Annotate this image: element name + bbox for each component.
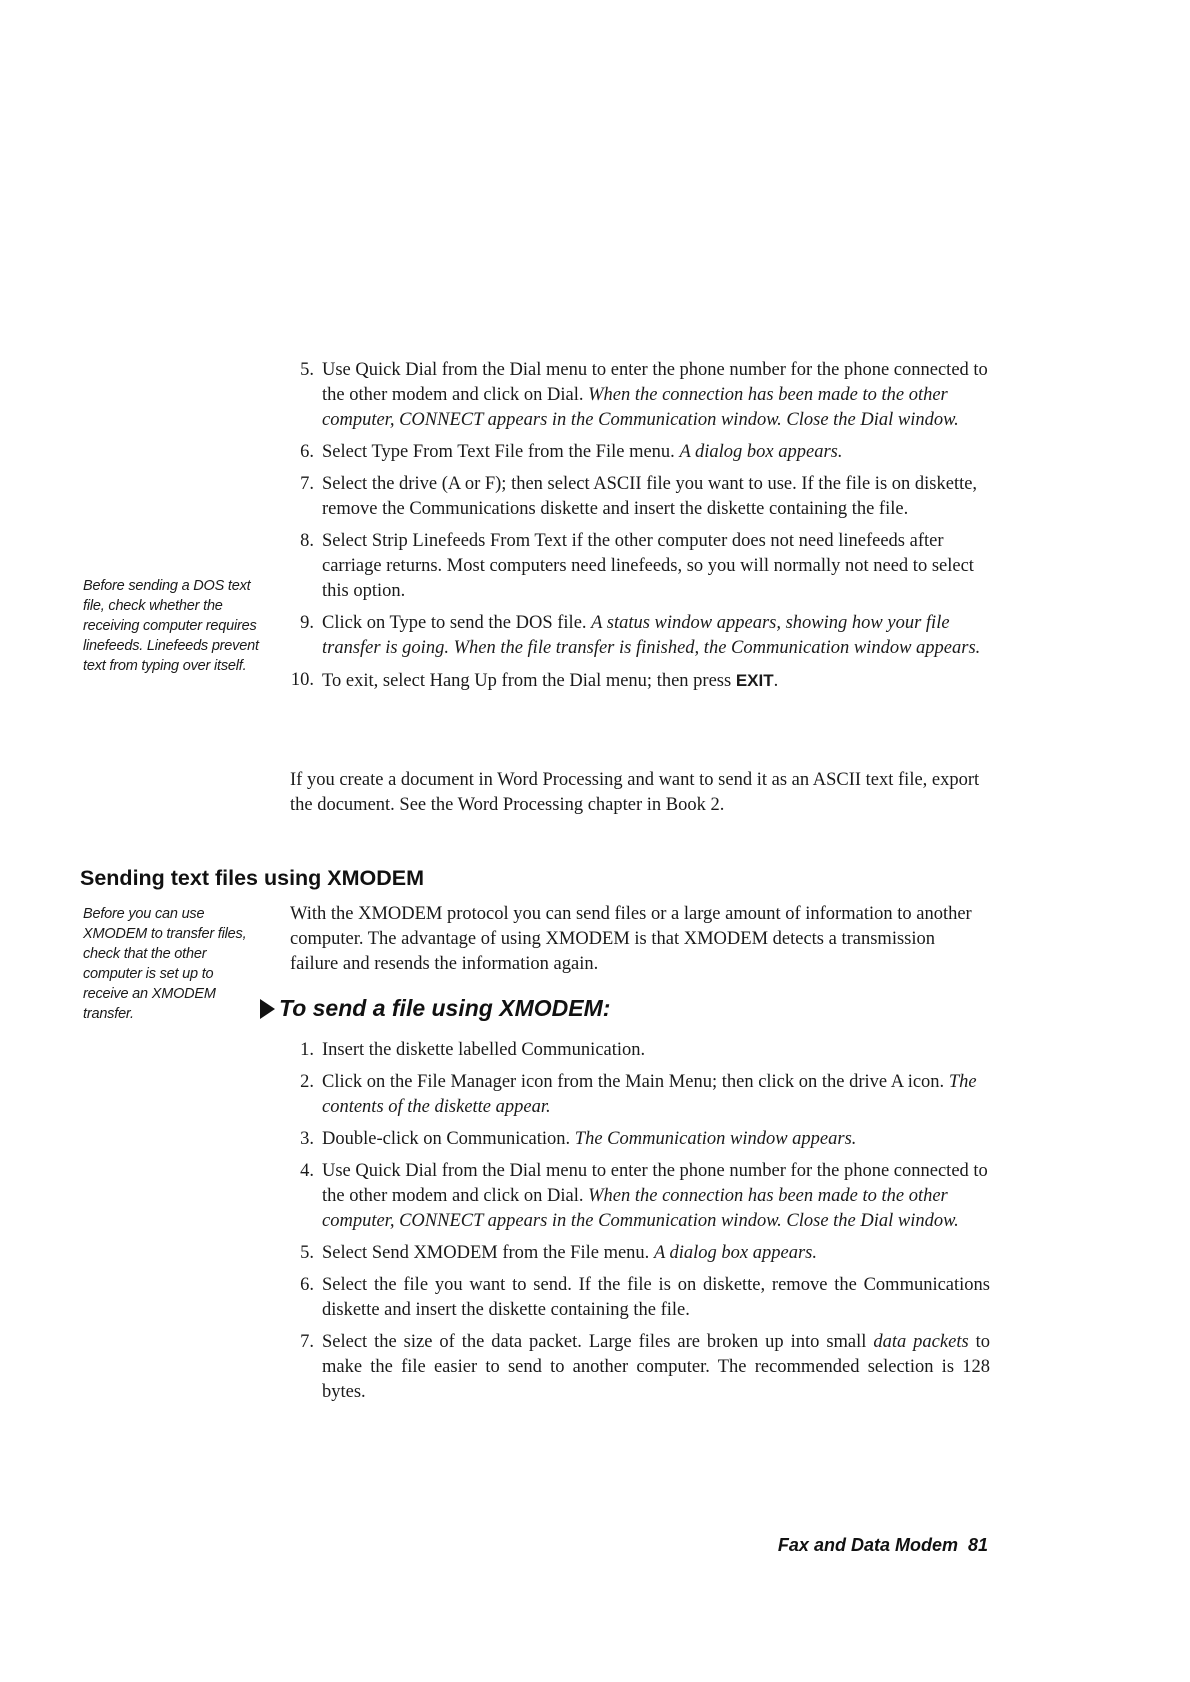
- step-text: Click on the File Manager icon from the Main Menu; then click on the drive A icon.: [322, 1072, 945, 1092]
- list-item: [290, 1241, 990, 1266]
- exit-key: EXIT: [735, 671, 774, 690]
- step-text: Use Quick Dial from the Dial menu to enter the phone number for the phone connected to the other modem and click on Dial.: [322, 360, 988, 405]
- list-item: [290, 1159, 990, 1234]
- step-text: Select the drive (A or F); then select ASCII file you want to use. If the file is on diskette, remove the Communications diskette and insert the diskette containing the file.: [322, 474, 978, 519]
- step-text: Select Send XMODEM from the File menu.: [322, 1243, 650, 1263]
- list-item: [290, 668, 990, 694]
- footer-title: Fax and Data Modem: [777, 1535, 958, 1555]
- step-result: When the connection has been made to the other computer, CONNECT appears in the Communication window. Close the Dial window.: [322, 385, 959, 430]
- step-result: A dialog box appears.: [679, 442, 843, 462]
- step-result: The contents of the diskette appear.: [322, 1072, 977, 1117]
- procedure-heading: [260, 995, 610, 1022]
- step-number: 5.: [300, 360, 314, 380]
- list-item: [290, 611, 990, 661]
- step-number: 1.: [300, 1040, 314, 1060]
- xmodem-paragraph: With the XMODEM protocol you can send files or a large amount of information to another computer. The advantage of using XMODEM is that XMODEM detects a transmission failure and resends the information again.: [290, 904, 972, 974]
- list-item: [290, 529, 990, 604]
- step-number: 9.: [300, 613, 314, 633]
- step-end: to make the file easier to send to another computer. The recommended selection is 128 bytes.: [322, 1332, 990, 1402]
- procedure-heading-text: To send a file using XMODEM:: [279, 995, 611, 1021]
- step-end: .: [773, 671, 779, 691]
- step-text: To exit, select Hang Up from the Dial menu; then press: [322, 671, 732, 691]
- step-text: Select Type From Text File from the File menu.: [322, 442, 675, 462]
- step-text: Double-click on Communication.: [322, 1129, 571, 1149]
- step-text: Use Quick Dial from the Dial menu to enter the phone number for the phone connected to the other modem and click on Dial.: [322, 1161, 988, 1206]
- xmodem-steps-list: [290, 1038, 990, 1412]
- page-number: 81: [967, 1535, 988, 1555]
- list-item: [290, 1273, 990, 1323]
- step-number: 4.: [300, 1161, 314, 1181]
- step-number: 6.: [300, 1275, 314, 1295]
- step-term: data packets: [873, 1332, 969, 1352]
- ascii-paragraph: If you create a document in Word Processing and want to send it as an ASCII text file, export the document. See the Word Processing chapter in Book 2.: [290, 770, 980, 815]
- list-item: [290, 1127, 990, 1152]
- section-heading: Sending text files using XMODEM: [80, 866, 425, 890]
- step-number: 8.: [300, 531, 314, 551]
- step-text: Select Strip Linefeeds From Text if the other computer does not need linefeeds after carriage returns. Most computers need linefeeds, so you will normally not need to select this option.: [322, 531, 974, 601]
- step-result: When the connection has been made to the other computer, CONNECT appears in the Communication window. Close the Dial window.: [322, 1186, 959, 1231]
- step-number: 5.: [300, 1243, 314, 1263]
- step-result: A status window appears, showing how your file transfer is going. When the file transfer is finished, the Communication window appears.: [322, 613, 981, 658]
- sidebar-note-xmodem: Before you can use XMODEM to transfer files, check that the other computer is set up to receive an XMODEM transfer.: [83, 906, 247, 1022]
- step-number: 3.: [300, 1129, 314, 1149]
- step-number: 2.: [300, 1072, 314, 1092]
- list-item: [290, 1038, 990, 1063]
- list-item: [290, 1330, 990, 1405]
- list-item: [290, 1070, 990, 1120]
- list-item: [290, 440, 990, 465]
- step-text: Select the file you want to send. If the file is on diskette, remove the Communications diskette and insert the diskette containing the file.: [322, 1275, 990, 1320]
- list-item: [290, 472, 990, 522]
- step-number: 10.: [290, 670, 314, 690]
- step-number: 7.: [300, 474, 314, 494]
- step-result: The Communication window appears.: [574, 1129, 857, 1149]
- sidebar-note-dos: Before sending a DOS text file, check whether the receiving computer requires linefeeds. Linefeeds prevent text from typing over itself.: [83, 578, 259, 674]
- list-item: [290, 358, 990, 433]
- step-text: Select the size of the data packet. Large files are broken up into small: [322, 1332, 867, 1352]
- page-footer: [778, 1535, 988, 1556]
- step-number: 7.: [300, 1332, 314, 1352]
- step-text: Click on Type to send the DOS file.: [322, 613, 587, 633]
- step-result: A dialog box appears.: [653, 1243, 818, 1263]
- step-text: Insert the diskette labelled Communication.: [322, 1040, 646, 1060]
- step-number: 6.: [300, 442, 314, 462]
- arrow-right-icon: [260, 999, 275, 1019]
- ascii-steps-list: [290, 358, 990, 701]
